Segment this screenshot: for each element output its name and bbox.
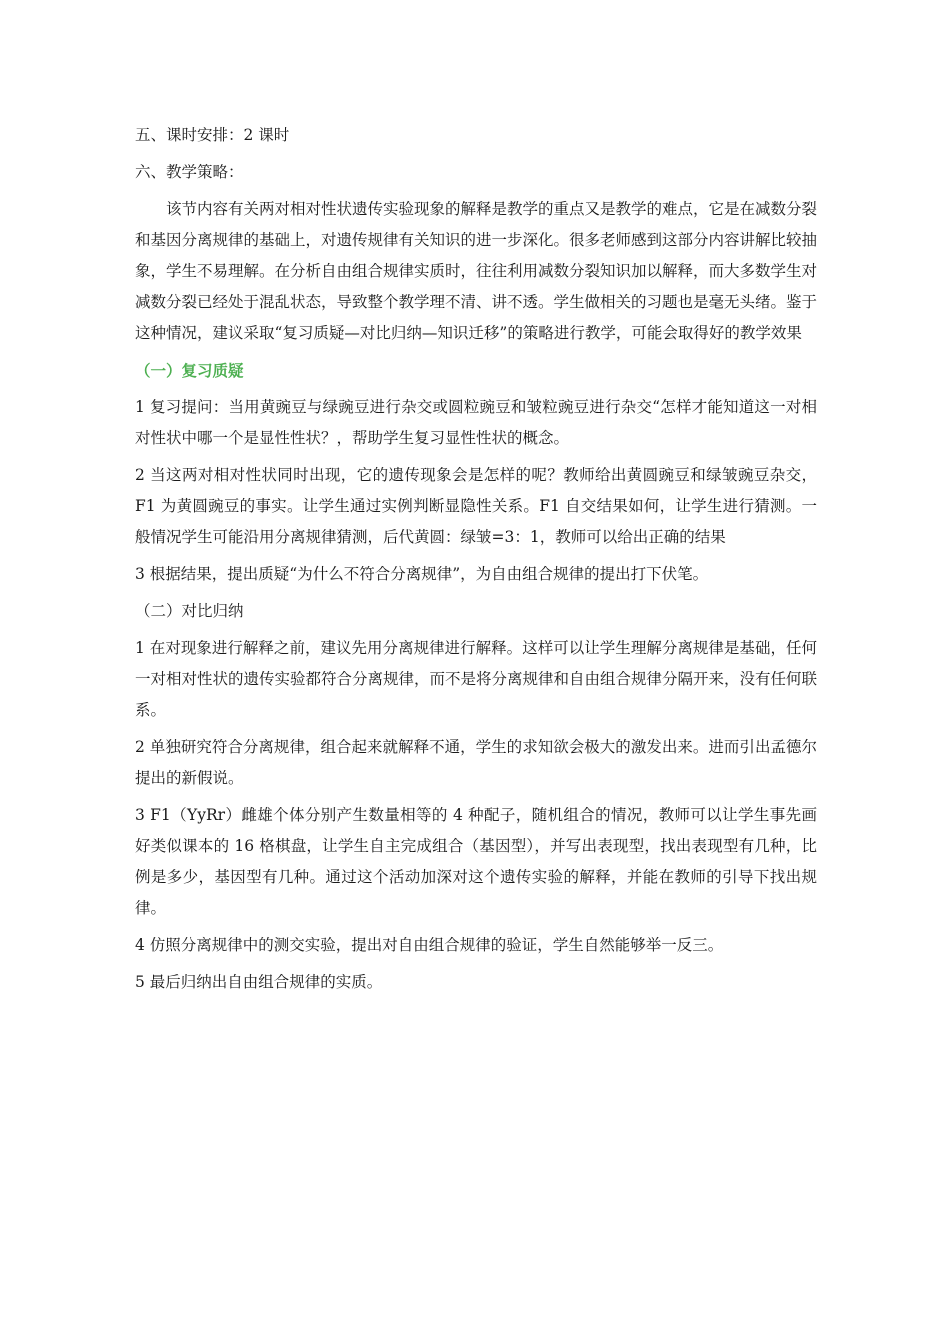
compare-item-3: 3 F1（YyRr）雌雄个体分别产生数量相等的 4 种配子，随机组合的情况，教师可以让学生事先画好类似课本的 16 格棋盘，让学生自主完成组合（基因型），并写出表现型，找出表现型有几种，比例是多少，基因型有几种。通过这个活动加深对这个遗传实验的解释，并能在教师的引导下找出规律。 bbox=[135, 806, 817, 917]
compare-item-2: 2 单独研究符合分离规律，组合起来就解释不通，学生的求知欲会极大的激发出来。进而引出孟德尔提出的新假说。 bbox=[135, 738, 817, 787]
compare-item-5: 5 最后归纳出自由组合规律的实质。 bbox=[135, 973, 383, 991]
document-page bbox=[135, 120, 817, 1004]
strategy-paragraph: 该节内容有关两对相对性状遗传实验现象的解释是教学的重点又是教学的难点，它是在减数分裂和基因分离规律的基础上，对遗传规律有关知识的进一步深化。很多老师感到这部分内容讲解比较抽象，学生不易理解。在分析自由组合规律实质时，往往利用减数分裂知识加以解释，而大多数学生对减数分裂已经处于混乱状态，导致整个教学理不清、讲不透。学生做相关的习题也是毫无头绪。鉴于这种情况，建议采取“复习质疑—对比归纳—知识迁移”的策略进行教学，可能会取得好的教学效果 bbox=[135, 200, 818, 342]
strategy-heading: 六、教学策略： bbox=[135, 163, 244, 181]
compare-item-4: 4 仿照分离规律中的测交实验，提出对自由组合规律的验证，学生自然能够举一反三。 bbox=[135, 936, 724, 954]
section-compare-heading: （二）对比归纳 bbox=[135, 602, 244, 620]
class-hours-line: 五、课时安排：2 课时 bbox=[135, 126, 290, 144]
review-item-2: 2 当这两对相对性状同时出现，它的遗传现象会是怎样的呢？教师给出黄圆豌豆和绿皱豌豆杂交，F1 为黄圆豌豆的事实。让学生通过实例判断显隐性关系。F1 自交结果如何，让学生进行猜测。一般情况学生可能沿用分离规律猜测，后代黄圆：绿皱=3：1，教师可以给出正确的结果 bbox=[135, 466, 817, 546]
review-item-1: 1 复习提问：当用黄豌豆与绿豌豆进行杂交或圆粒豌豆和皱粒豌豆进行杂交“怎样才能知道这一对相对性状中哪一个是显性性状？，帮助学生复习显性性状的概念。 bbox=[135, 398, 817, 447]
compare-item-1: 1 在对现象进行解释之前，建议先用分离规律进行解释。这样可以让学生理解分离规律是基础，任何一对相对性状的遗传实验都符合分离规律，而不是将分离规律和自由组合规律分隔开来，没有任何联系。 bbox=[135, 639, 818, 719]
review-item-3: 3 根据结果，提出质疑“为什么不符合分离规律”，为自由组合规律的提出打下伏笔。 bbox=[135, 565, 709, 583]
section-review-heading: （一）复习质疑 bbox=[135, 361, 244, 380]
